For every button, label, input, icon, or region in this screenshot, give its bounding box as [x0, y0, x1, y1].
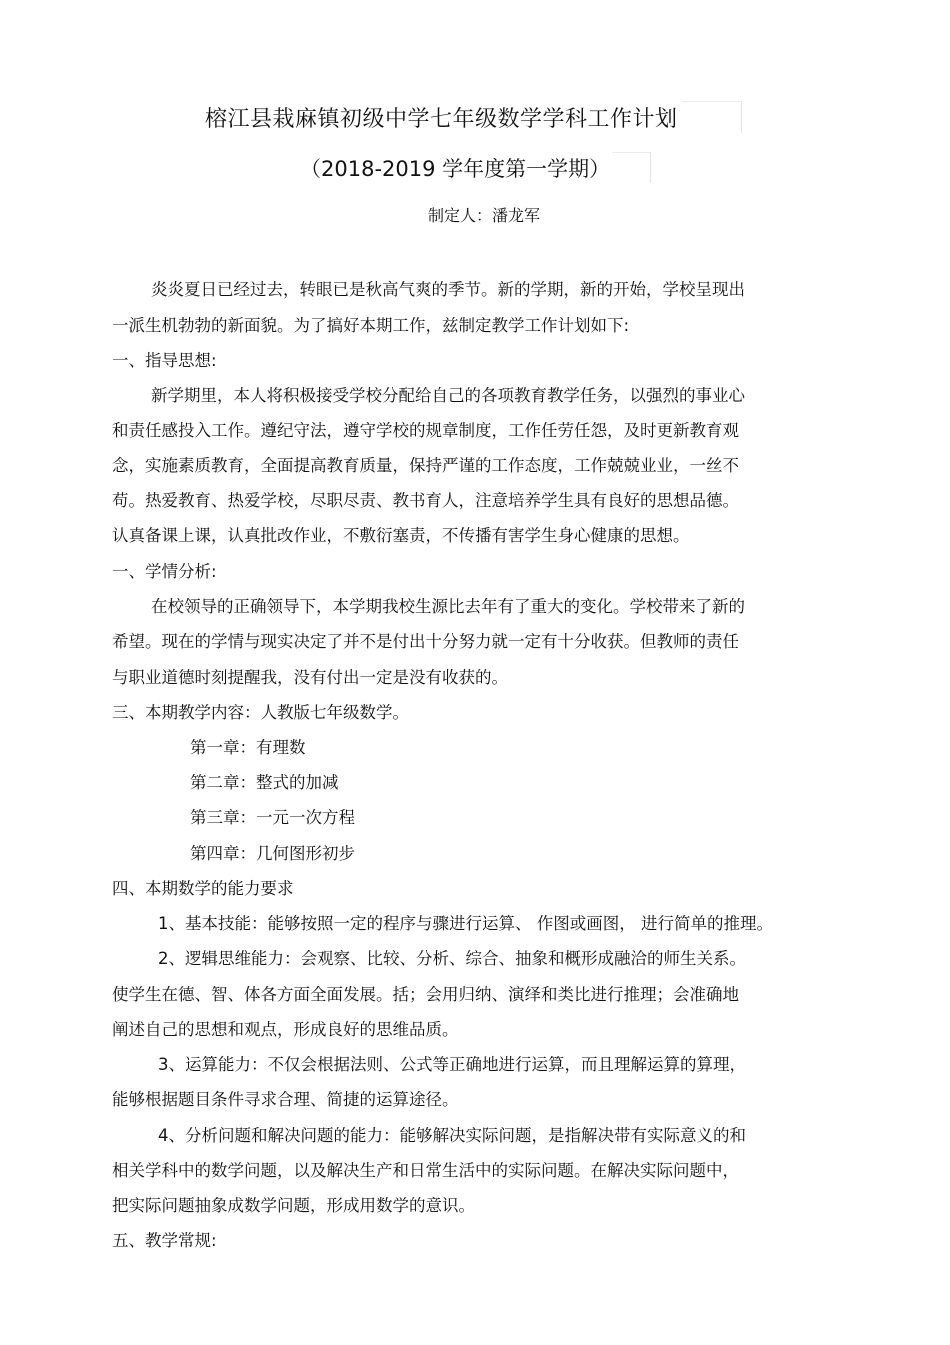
document-subtitle: （2018-2019 学年度第一学期） [300, 157, 611, 181]
document-author: 制定人：潘龙军 [428, 206, 541, 225]
paragraph-line: 4、分析问题和解决问题的能力：能够解决实际问题，是指解决带有实际意义的和 [158, 1126, 746, 1145]
section-heading: 三、本期教学内容：人教版七年级数学。 [112, 703, 409, 722]
subtitle-frame-top [612, 152, 651, 153]
chapter-item: 第四章：几何图形初步 [190, 844, 355, 863]
paragraph-line: 把实际问题抽象成数学问题，形成用数学的意识。 [112, 1196, 475, 1215]
paragraph-line: 希望。现在的学情与现实决定了并不是付出十分努力就一定有十分收获。但教师的责任 [112, 632, 739, 651]
paragraph-line: 在校领导的正确领导下，本学期我校生源比去年有了重大的变化。学校带来了新的 [151, 597, 745, 616]
paragraph-line: 认真备课上课，认真批改作业，不敷衍塞责，不传播有害学生身心健康的思想。 [112, 526, 690, 545]
chapter-item: 第一章：有理数 [190, 738, 306, 757]
paragraph-line: 2、逻辑思维能力：会观察、比较、分析、综合、抽象和概形成融洽的师生关系。 [158, 949, 746, 968]
title-frame-right [741, 101, 742, 133]
paragraph-line: 能够根据题目条件寻求合理、简捷的运算途径。 [112, 1090, 459, 1109]
subtitle-frame-right [650, 152, 651, 183]
paragraph-line: 与职业道德时刻提醒我，没有付出一定是没有收获的。 [112, 668, 508, 687]
paragraph-line: 阐述自己的思想和观点，形成良好的思维品质。 [112, 1020, 459, 1039]
title-frame-top [682, 101, 742, 102]
chapter-item: 第三章：一元一次方程 [190, 808, 355, 827]
document-title: 榕江县栽麻镇初级中学七年级数学学科工作计划 [205, 107, 678, 132]
paragraph-line: 和责任感投入工作。遵纪守法，遵守学校的规章制度，工作任劳任怨，及时更新教育观 [112, 421, 739, 440]
paragraph-line: 3、运算能力：不仅会根据法则、公式等正确地进行运算，而且理解运算的算理， [158, 1055, 746, 1074]
paragraph-line: 念，实施素质教育，全面提高教育质量，保持严谨的工作态度，工作兢兢业业，一丝不 [112, 456, 739, 475]
paragraph-line: 炎炎夏日已经过去，转眼已是秋高气爽的季节。新的学期，新的开始，学校呈现出 [151, 280, 745, 299]
section-heading: 五、教学常规: [112, 1231, 217, 1250]
paragraph-line: 1、基本技能：能够按照一定的程序与骤进行运算、 作图或画图， 进行简单的推理。 [158, 914, 773, 933]
paragraph-line: 新学期里，本人将积极接受学校分配给自己的各项教育教学任务，以强烈的事业心 [151, 386, 745, 405]
paragraph-line: 一派生机勃勃的新面貌。为了搞好本期工作，兹制定教学工作计划如下: [112, 316, 630, 335]
section-heading: 一、指导思想: [112, 351, 217, 370]
chapter-item: 第二章：整式的加减 [190, 773, 339, 792]
paragraph-line: 苟。热爱教育、热爱学校，尽职尽责、教书育人，注意培养学生具有良好的思想品德。 [112, 491, 739, 510]
paragraph-line: 相关学科中的数学问题，以及解决生产和日常生活中的实际问题。在解决实际问题中， [112, 1161, 739, 1180]
paragraph-line: 使学生在德、智、体各方面全面发展。括；会用归纳、演绎和类比进行推理；会准确地 [112, 985, 739, 1004]
section-heading: 一、学情分析: [112, 562, 217, 581]
section-heading: 四、本期数学的能力要求 [112, 879, 294, 898]
